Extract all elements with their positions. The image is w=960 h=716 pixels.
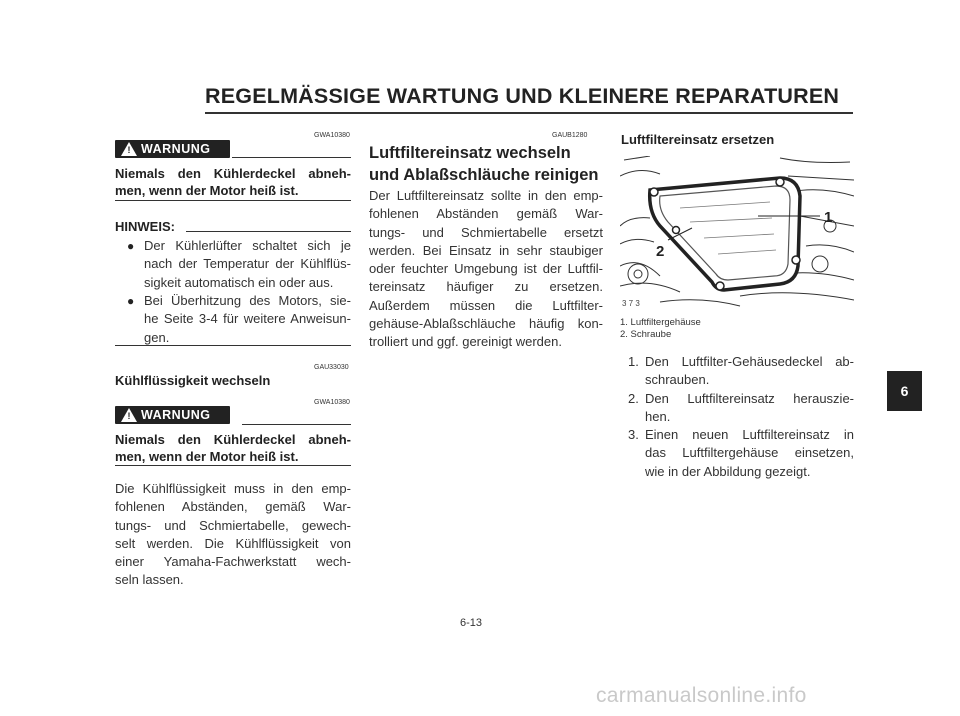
warning-banner: ! WARNUNG xyxy=(115,140,230,158)
page-number: 6-13 xyxy=(460,617,483,629)
warning-rule xyxy=(242,424,351,425)
step-1: 1. Den Luftfilter-Gehäusedeckel ab- schrauben. xyxy=(628,354,854,388)
chapter-tab: 6 xyxy=(887,371,922,411)
section-code: GAU33030 xyxy=(314,364,349,371)
steps-list xyxy=(628,353,854,481)
hinweis-bullet-1: ● Der Kühlerlüfter schaltet sich je nach der Temperatur der Kühlflüs- sigkeit automatisch ein oder aus. xyxy=(127,238,351,290)
hinweis-bullet-2: ● Bei Überhitzung des Motors, sie- he Seite 3-4 für weitere Anweisun- gen. xyxy=(127,293,351,345)
header-rule xyxy=(205,112,853,114)
section-title-luftfilter: Luftfiltereinsatz wechseln und Ablaßschläuche reinigen xyxy=(369,144,599,184)
section-title-kuehlfluessigkeit: Kühlflüssigkeit wechseln xyxy=(115,373,271,388)
warning-label: WARNUNG xyxy=(141,408,211,422)
warning-code: GWA10380 xyxy=(314,399,350,406)
section-code: GAUB1280 xyxy=(552,132,588,139)
air-filter-illustration xyxy=(620,156,854,308)
warning-bottom-rule xyxy=(115,465,351,466)
caption-2: 2. Schraube xyxy=(620,328,672,340)
figure-captions xyxy=(620,317,701,340)
callout-2: 2 xyxy=(656,243,665,260)
figure-corner-text: 3 7 3 xyxy=(622,299,640,308)
kuehlfluessigkeit-body: Die Kühlflüssigkeit muss in den emp- fohlenen Abständen, gemäß War- tungs- und Schmiertabelle, gewech- selt werden. Die Kühlflüssigkeit von einer Yamaha-Fachwerkstatt wech- seln lassen. xyxy=(115,481,351,588)
bullet-icon: ● xyxy=(127,239,135,253)
page-header-title: REGELMÄSSIGE WARTUNG UND KLEINERE REPARATUREN xyxy=(205,84,840,108)
watermark: carmanualsonline.info xyxy=(596,684,807,707)
warning-banner: ! WARNUNG xyxy=(115,406,230,424)
warning-bottom-rule xyxy=(115,200,351,201)
bullet-icon: ● xyxy=(127,294,135,308)
caption-1: 1. Luftfiltergehäuse xyxy=(620,317,701,328)
air-filter-drawing xyxy=(620,156,854,308)
warning-label: WARNUNG xyxy=(141,142,211,156)
section-title-luftfiltereinsatz-ersetzen: Luftfiltereinsatz ersetzen xyxy=(621,132,775,147)
warning-text: Niemals den Kühlerdeckel abneh- men, wenn der Motor heiß ist. xyxy=(115,166,351,198)
warning-text: Niemals den Kühlerdeckel abneh- men, wenn der Motor heiß ist. xyxy=(115,432,351,464)
warning-code: GWA10380 xyxy=(314,132,350,139)
luftfilter-body: Der Luftfiltereinsatz sollte in den emp- fohlenen Abständen gemäß War- tungs- und Schmiertabelle ersetzt werden. Bei Einsatz in sehr staubiger oder feuchter Umgebung ist der Luftfil- tereinsatz häufiger zu ersetzen. Außerdem müssen die Luftfilter- gehäuse-Ablaßschläuche häufig kon- trolliert und ggf. gereinigt werden. xyxy=(369,188,603,350)
step-3: 3. Einen neuen Luftfiltereinsatz in das Luftfiltergehäuse einsetzen, wie in der Abbildung gezeigt. xyxy=(628,427,854,479)
hinweis-label: HINWEIS: xyxy=(115,219,175,234)
callout-1: 1 xyxy=(824,209,833,226)
hinweis-bottom-rule xyxy=(115,345,351,346)
hinweis-rule xyxy=(186,231,351,232)
warning-rule xyxy=(232,157,351,158)
step-2: 2. Den Luftfiltereinsatz herauszie- hen. xyxy=(628,390,854,424)
